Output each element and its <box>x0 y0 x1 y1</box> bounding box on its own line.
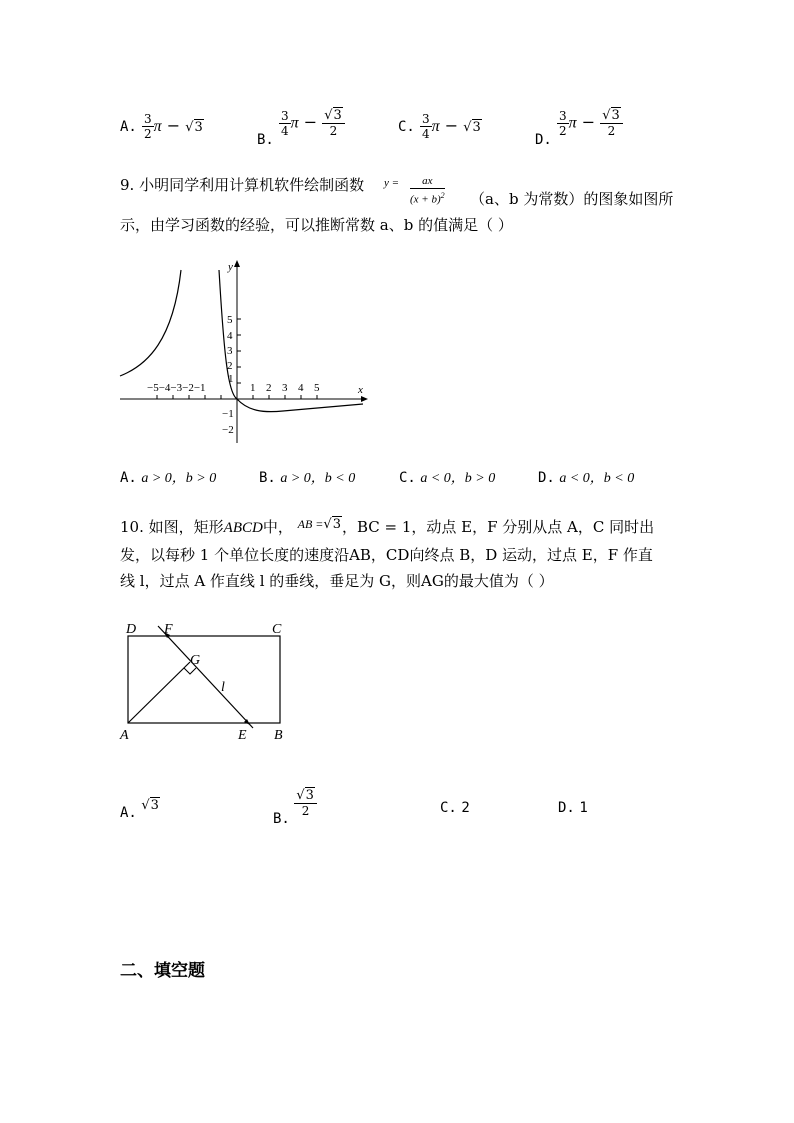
radicand: 3 <box>472 120 481 135</box>
option-label: D. <box>535 131 552 148</box>
y-tick: 2 <box>227 360 233 372</box>
radicand: 3 <box>611 108 620 123</box>
label-g: G <box>190 653 201 668</box>
y-tick: 4 <box>227 330 233 342</box>
numerator: √3 <box>322 108 345 124</box>
curve-left-branch <box>120 270 181 376</box>
x-tick-labels-negative: −5−4−3−2−1 <box>147 382 206 394</box>
numerator: 3 <box>421 112 430 126</box>
label-c: C <box>272 622 282 637</box>
denominator: 2 <box>607 124 616 138</box>
pi-symbol: π <box>568 114 577 132</box>
option-label: D. <box>538 470 555 486</box>
fraction <box>600 108 623 138</box>
fraction <box>294 788 317 818</box>
denominator: 2 <box>329 124 338 138</box>
q10-stem <box>120 514 680 594</box>
minus-sign: − <box>166 116 181 135</box>
label-l: l <box>221 680 225 695</box>
option-label: C. <box>398 119 415 135</box>
ab-equation: AB = <box>297 517 324 531</box>
label-b: B <box>274 728 283 743</box>
sqrt-expr: √3 <box>185 120 203 135</box>
numerator: 3 <box>558 108 567 123</box>
y-tick: 3 <box>227 345 233 357</box>
q9-text2: （a、b 为常数）的图象如图所示，由学习函数的经验，可以推断常数 a、b 的值满足（ ） <box>120 190 674 234</box>
right-angle-mark <box>184 668 196 674</box>
minus-sign: − <box>581 112 596 132</box>
q10-line2: 发，以每秒 1 个单位长度的速度沿AB，CD向终点 B，D 运动，过点 E，F 作直 <box>120 546 653 564</box>
fraction <box>420 112 432 141</box>
curve-right-branch <box>219 270 363 412</box>
y-tick-marks <box>237 319 241 383</box>
text: 中， <box>262 518 293 536</box>
x-tick: 1 <box>250 382 256 394</box>
text: ，BC = 1，动点 E，F 分别从点 A，C 同时出 <box>341 518 655 536</box>
x-tick: 3 <box>282 382 288 394</box>
denominator: 2 <box>143 127 152 141</box>
q8-option-c[interactable] <box>398 112 482 141</box>
q8-option-a[interactable] <box>120 112 204 141</box>
pi-symbol: π <box>290 114 299 132</box>
radicand: 3 <box>333 108 342 123</box>
numerator: √3 <box>600 108 623 124</box>
q10-option-b[interactable] <box>273 788 317 827</box>
y-tick: −2 <box>222 424 234 436</box>
sqrt-expr: √3 <box>141 798 159 813</box>
y-tick: −1 <box>222 408 234 420</box>
y-axis-arrow <box>234 260 240 267</box>
fraction <box>322 108 345 138</box>
option-label: B. <box>273 811 290 827</box>
x-tick: 2 <box>266 382 272 394</box>
x-tick-labels-positive <box>250 382 320 394</box>
x-tick: 4 <box>298 382 304 394</box>
radicand: 3 <box>305 788 314 803</box>
option-text: a > 0，b < 0 <box>280 471 356 486</box>
y-tick: 1 <box>228 373 234 385</box>
option-label: D. <box>558 800 575 816</box>
q9-text-block <box>120 186 680 238</box>
denominator: 4 <box>280 123 289 138</box>
numerator: 3 <box>280 108 289 123</box>
sqrt-expr: √3 <box>463 120 481 135</box>
option-label: C. <box>399 470 416 486</box>
q9-function-graph <box>118 255 373 450</box>
exponent: 2 <box>440 191 445 200</box>
question-number: 10. <box>120 518 144 536</box>
rect-name: ABCD <box>223 520 263 536</box>
q9-option-d[interactable] <box>538 467 634 487</box>
radicand: 3 <box>150 798 159 813</box>
option-text: 2 <box>461 800 470 816</box>
q10-option-d[interactable] <box>558 800 588 816</box>
label-d: D <box>126 622 137 637</box>
question-number: 9. <box>120 176 135 194</box>
q9-option-b[interactable] <box>259 467 355 487</box>
line-l <box>158 626 253 728</box>
segment-ag <box>128 662 190 723</box>
q9-option-a[interactable] <box>120 467 216 487</box>
radicand: 3 <box>194 120 203 135</box>
numerator: √3 <box>294 788 317 804</box>
fraction <box>142 112 154 141</box>
q9-option-c[interactable] <box>399 467 495 487</box>
pi-symbol: π <box>153 118 162 135</box>
label-f: F <box>164 622 173 637</box>
denominator-base: (x + b) <box>410 193 441 206</box>
option-label: A. <box>120 119 137 135</box>
q10-option-a[interactable] <box>120 797 160 821</box>
pi-symbol: π <box>431 118 440 135</box>
radicand: 3 <box>332 517 341 532</box>
denominator: 2 <box>558 123 567 138</box>
rectangle-abcd <box>128 636 280 723</box>
fraction <box>279 109 291 138</box>
section-heading: 二、填空题 <box>120 961 205 981</box>
label-a: A <box>120 728 129 743</box>
question-text: 小明同学利用计算机软件绘制函数 <box>139 176 365 194</box>
option-text: a < 0，b > 0 <box>420 471 496 486</box>
figure-labels <box>119 622 283 743</box>
numerator: 3 <box>143 112 152 126</box>
q8-option-d[interactable] <box>535 108 623 148</box>
function-y: y = <box>384 177 400 189</box>
option-label: C. <box>440 800 457 816</box>
option-text: a > 0，b > 0 <box>141 471 217 486</box>
denominator: 4 <box>421 127 430 141</box>
sqrt-expr: √3 <box>323 517 341 532</box>
y-axis-label: y <box>228 261 233 273</box>
option-label: A. <box>120 470 137 486</box>
option-text: a < 0，b < 0 <box>559 471 635 486</box>
option-label: B. <box>259 470 276 486</box>
x-tick: 5 <box>314 382 320 394</box>
q10-rectangle-figure <box>118 618 298 743</box>
text: 如图，矩形 <box>148 518 224 536</box>
denominator: 2 <box>301 804 310 818</box>
y-tick: 5 <box>227 314 233 326</box>
label-e: E <box>238 728 247 743</box>
x-axis-label: x <box>358 384 363 396</box>
q10-option-c[interactable] <box>440 800 470 816</box>
minus-sign: − <box>303 112 318 132</box>
fraction <box>557 109 569 138</box>
option-text: 1 <box>579 800 588 816</box>
q8-option-b[interactable] <box>257 108 345 148</box>
minus-sign: − <box>444 116 459 135</box>
numerator: ax <box>410 174 445 189</box>
option-label: A. <box>120 805 137 821</box>
option-label: B. <box>257 131 274 148</box>
x-axis-arrow <box>361 396 368 402</box>
q10-line1 <box>120 514 680 542</box>
q10-line3: 线 l，过点 A 作直线 l 的垂线，垂足为 G，则AG的最大值为（ ） <box>120 572 554 590</box>
